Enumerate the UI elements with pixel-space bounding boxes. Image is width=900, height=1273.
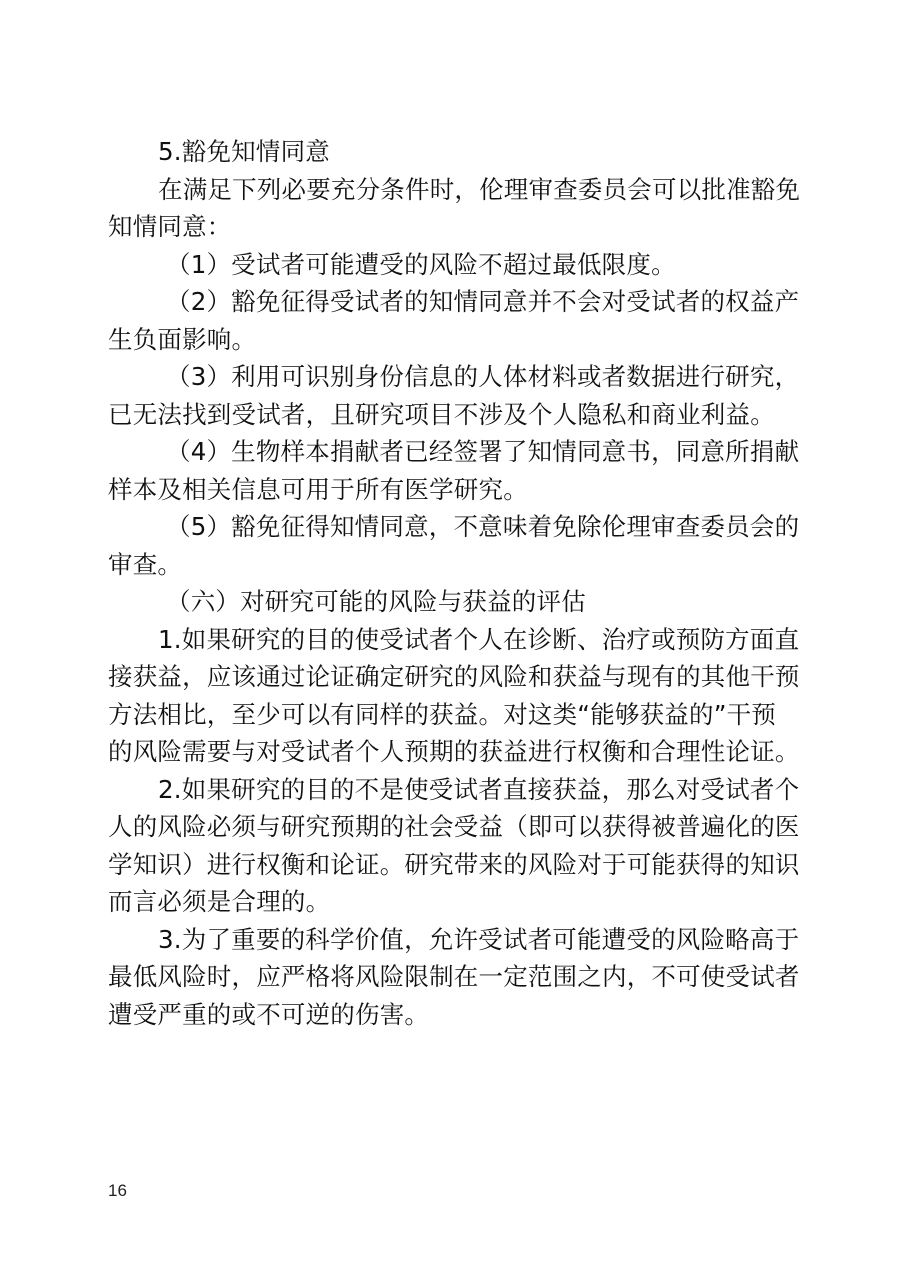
point-2-line: 2.如果研究的目的不是使受试者直接获益，那么对受试者个: [158, 774, 800, 804]
intro-line: 知情同意：: [108, 212, 232, 241]
section-heading: （六）对研究可能的风险与获益的评估: [166, 587, 586, 616]
point-3-line: 遭受严重的或不可逆的伤害。: [108, 999, 430, 1029]
item-4-line: （4）生物样本捐献者已经签署了知情同意书，同意所捐献: [166, 437, 800, 466]
point-1-line: 1.如果研究的目的使受试者个人在诊断、治疗或预防方面直: [158, 624, 800, 654]
point-1-line: 方法相比，至少可以有同样的获益。对这类“能够获益的”干预: [108, 699, 776, 729]
point-2-line: 学知识）进行权衡和论证。研究带来的风险对于可能获得的知识: [108, 849, 800, 879]
intro-line: 在满足下列必要充分条件时，伦理审查委员会可以批准豁免: [158, 174, 801, 204]
item-5-line: （5）豁免征得知情同意，不意味着免除伦理审查委员会的: [166, 512, 800, 541]
point-2-line: 人的风险必须与研究预期的社会受益（即可以获得被普遍化的医: [108, 812, 800, 841]
item-2-line: 生负面影响。: [108, 324, 257, 354]
point-1-line: 接获益，应该通过论证确定研究的风险和获益与现有的其他干预: [108, 662, 800, 691]
item-2-line: （2）豁免征得受试者的知情同意并不会对受试者的权益产: [166, 287, 800, 316]
heading-waiver: 5.豁免知情同意: [158, 137, 330, 166]
point-1-line: 的风险需要与对受试者个人预期的获益进行权衡和合理性论证。: [108, 737, 800, 766]
item-5-line: 审查。: [108, 549, 183, 579]
item-1-line: （1）受试者可能遭受的风险不超过最低限度。: [166, 249, 676, 279]
point-2-line: 而言必须是合理的。: [108, 887, 331, 916]
page-body: [108, 133, 801, 1033]
item-3-line: （3）利用可识别身份信息的人体材料或者数据进行研究，: [166, 362, 800, 391]
point-3-line: 最低风险时，应严格将风险限制在一定范围之内，不可使受试者: [108, 962, 800, 991]
page-number: 16: [108, 1181, 127, 1200]
point-3-line: 3.为了重要的科学价值，允许受试者可能遭受的风险略高于: [158, 924, 800, 954]
item-4-line: 样本及相关信息可用于所有医学研究。: [108, 474, 528, 504]
item-3-line: 已无法找到受试者，且研究项目不涉及个人隐私和商业利益。: [108, 399, 775, 429]
